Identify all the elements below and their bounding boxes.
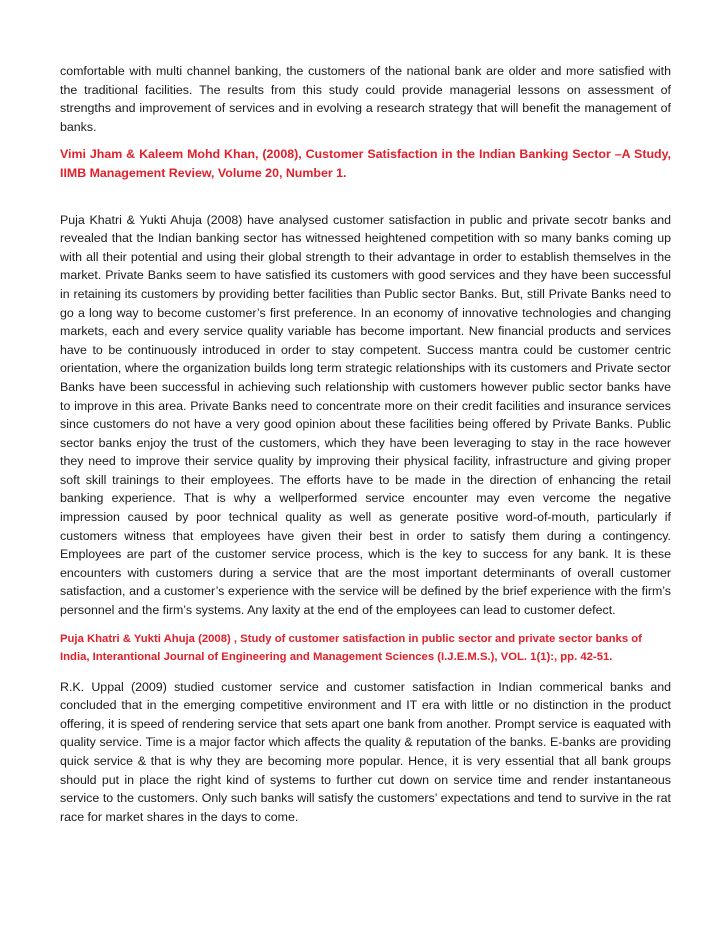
- document-page: [60, 62, 671, 826]
- body-paragraph-1: comfortable with multi channel banking, the customers of the national bank are older and more satisfied with the traditional facilities. The results from this study could provide managerial lessons on assessment of strengths and improvement of services and in evolving a research strategy that will benefit the management of banks.: [60, 64, 671, 134]
- citation-khatri-ahuja: Puja Khatri & Yukti Ahuja (2008) , Study of customer satisfaction in public sector and private sector banks of India, Interantional Journal of Engineering and Management Sciences (I.J.E.M.S.), VOL. 1(1):, pp. 42-51.: [60, 632, 642, 663]
- body-paragraph-2: Puja Khatri & Yukti Ahuja (2008) have analysed customer satisfaction in public and private secotr banks and revealed that the Indian banking sector has witnessed heightened competition with so many banks coming up with all their potential and using their global strength to their advantage in order to establish themselves in the market. Private Banks seem to have satisfied its customers with good services and they have been successful in retaining its customers by providing better facilities than Public sector Banks. But, still Private Banks need to go a long way to become customer’s first preference. In an economy of innovative technologies and changing markets, each and every service quality variable has become important. New financial products and services have to be continuously introduced in order to stay competent. Success mantra could be customer centric orientation, where the organization builds long term strategic relationships with its customers and Private sector Banks have been successful in achieving such relationship with customers however public sector banks have to improve in this area. Private Banks need to concentrate more on their credit facilities and insurance services since customers do not have a very good opinion about these facilities being offered by Private Banks. Public sector banks enjoy the trust of the customers, which they have been leveraging to stay in the race however they need to improve their service quality by improving their physical facility, infrastructure and giving proper soft skill trainings to their employees. The efforts have to be made in the direction of enhancing the retail banking experience. That is why a wellperformed service encounter may even vercome the negative impression caused by poor technical quality as well as generate positive word-of-mouth, particularly if customers witness that employees have given their best in order to satisfy them during a contingency. Employees are part of the customer service process, which is the key to success for any bank. It is these encounters with customers during a service that are the most important determinants of overall customer satisfaction, and a customer’s experience with the service will be defined by the brief experience with the firm’s personnel and the firm’s systems. Any laxity at the end of the employees can lead to customer defect.: [60, 212, 671, 618]
- citation-jham-khan: Vimi Jham & Kaleem Mohd Khan, (2008), Customer Satisfaction in the Indian Banking Sector –A Study, IIMB Management Review, Volume 20, Number 1.: [60, 147, 671, 180]
- body-paragraph-3: R.K. Uppal (2009) studied customer service and customer satisfaction in Indian commerical banks and concluded that in the emerging competitive environment and IT era with little or no distinction in the product offering, it is speed of rendering service that sets apart one bank from another. Prompt service is eaquated with quality service. Time is a major factor which affects the quality & reputation of the banks. E-banks are providing quick service & that is why they are becoming more popular. Hence, it is very essential that all bank groups should put in place the right kind of systems to further cut down on service time and render instantaneous service to the customers. Only such banks will satisfy the customers’ expectations and tend to survive in the rat race for market shares in the days to come.: [60, 679, 671, 824]
